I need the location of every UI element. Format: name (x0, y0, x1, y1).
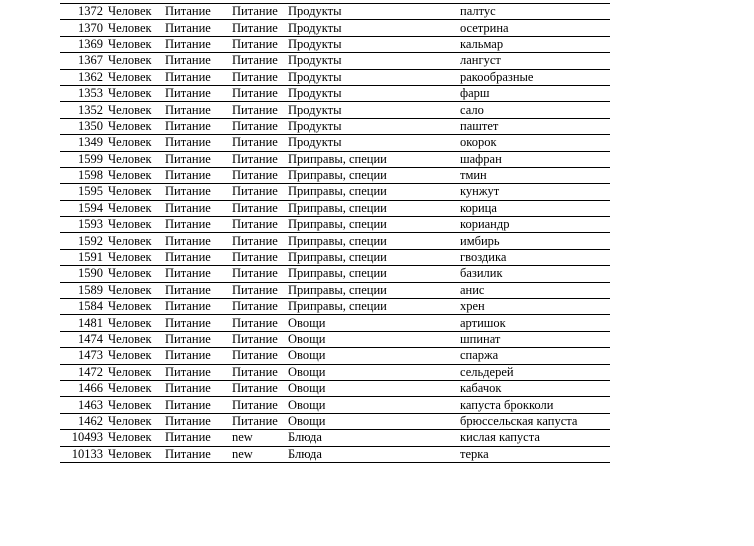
document-table-region (60, 3, 610, 463)
row-unit-label: Человек (108, 184, 152, 199)
cell-count (60, 184, 165, 200)
cell-item: базилик (460, 266, 610, 282)
row-unit-label: Человек (108, 364, 152, 379)
row-count: 1349 (78, 135, 103, 150)
cell-item: гвоздика (460, 249, 610, 265)
row-unit-label: Человек (108, 266, 152, 281)
cell-count (60, 135, 165, 151)
data-table (60, 3, 610, 463)
cell-group: Питание (165, 217, 232, 233)
table-row[interactable] (60, 118, 610, 134)
cell-item: терка (460, 446, 610, 462)
cell-count (60, 413, 165, 429)
table-row[interactable] (60, 233, 610, 249)
cell-group: Питание (165, 430, 232, 446)
cell-group: Питание (165, 102, 232, 118)
cell-group: Питание (165, 135, 232, 151)
cell-item: шафран (460, 151, 610, 167)
cell-subgroup: Питание (232, 299, 288, 315)
table-row[interactable] (60, 413, 610, 429)
cell-group: Питание (165, 118, 232, 134)
table-row[interactable] (60, 135, 610, 151)
cell-category: Приправы, специи (288, 184, 460, 200)
cell-group: Питание (165, 167, 232, 183)
cell-group: Питание (165, 413, 232, 429)
cell-category: Продукты (288, 69, 460, 85)
cell-item: ракообразные (460, 69, 610, 85)
cell-group: Питание (165, 299, 232, 315)
table-row[interactable] (60, 69, 610, 85)
cell-subgroup: new (232, 430, 288, 446)
cell-count (60, 315, 165, 331)
cell-subgroup: Питание (232, 53, 288, 69)
cell-count (60, 53, 165, 69)
row-count: 1372 (78, 4, 103, 19)
row-unit-label: Человек (108, 135, 152, 150)
row-count: 1463 (78, 397, 103, 412)
row-unit-label: Человек (108, 332, 152, 346)
cell-count (60, 446, 165, 462)
cell-subgroup: Питание (232, 4, 288, 20)
table-row[interactable] (60, 446, 610, 462)
row-unit-label: Человек (108, 381, 152, 396)
cell-subgroup: Питание (232, 184, 288, 200)
cell-item: сельдерей (460, 364, 610, 380)
cell-group: Питание (165, 69, 232, 85)
cell-category: Приправы, специи (288, 200, 460, 216)
cell-subgroup: Питание (232, 397, 288, 413)
table-row[interactable] (60, 266, 610, 282)
row-unit-label: Человек (108, 397, 152, 412)
row-unit-label: Человек (108, 36, 152, 51)
row-count: 1598 (78, 168, 103, 183)
row-unit-label: Человек (108, 4, 152, 19)
row-count: 1362 (78, 69, 103, 84)
row-unit-label: Человек (108, 430, 152, 445)
cell-subgroup: Питание (232, 20, 288, 36)
cell-group: Питание (165, 249, 232, 265)
cell-subgroup: Питание (232, 217, 288, 233)
cell-subgroup: Питание (232, 315, 288, 331)
cell-item: кориандр (460, 217, 610, 233)
row-count: 1590 (78, 266, 103, 281)
cell-count (60, 348, 165, 364)
cell-count (60, 217, 165, 233)
cell-group: Питание (165, 200, 232, 216)
cell-subgroup: Питание (232, 200, 288, 216)
cell-category: Продукты (288, 4, 460, 20)
cell-subgroup: Питание (232, 413, 288, 429)
cell-category: Овощи (288, 315, 460, 331)
row-unit-label: Человек (108, 69, 152, 84)
row-count: 1589 (78, 282, 103, 297)
row-count: 1472 (78, 364, 103, 379)
table-row[interactable] (60, 249, 610, 265)
table-row[interactable] (60, 380, 610, 396)
cell-count (60, 266, 165, 282)
table-row[interactable] (60, 167, 610, 183)
cell-subgroup: Питание (232, 102, 288, 118)
cell-category: Овощи (288, 331, 460, 347)
row-count: 1473 (78, 348, 103, 363)
cell-count (60, 4, 165, 20)
cell-subgroup: Питание (232, 331, 288, 347)
cell-category: Продукты (288, 85, 460, 101)
table-row[interactable] (60, 20, 610, 36)
table-row[interactable] (60, 299, 610, 315)
cell-item: капуста брокколи (460, 397, 610, 413)
cell-item: кабачок (460, 380, 610, 396)
cell-category: Овощи (288, 348, 460, 364)
cell-count (60, 200, 165, 216)
cell-count (60, 299, 165, 315)
row-count: 1591 (78, 250, 103, 265)
row-unit-label: Человек (108, 348, 152, 363)
cell-subgroup: Питание (232, 266, 288, 282)
cell-count (60, 233, 165, 249)
cell-group: Питание (165, 184, 232, 200)
cell-count (60, 380, 165, 396)
cell-subgroup: Питание (232, 118, 288, 134)
cell-subgroup: new (232, 446, 288, 462)
cell-count (60, 364, 165, 380)
table-body (60, 4, 610, 463)
table-row[interactable] (60, 102, 610, 118)
table-row[interactable] (60, 430, 610, 446)
cell-subgroup: Питание (232, 167, 288, 183)
cell-category: Продукты (288, 36, 460, 52)
row-unit-label: Человек (108, 53, 152, 68)
cell-count (60, 20, 165, 36)
cell-subgroup: Питание (232, 233, 288, 249)
cell-count (60, 151, 165, 167)
cell-item: тмин (460, 167, 610, 183)
table-row[interactable] (60, 348, 610, 364)
row-count: 1599 (78, 151, 103, 166)
cell-count (60, 167, 165, 183)
cell-item: артишок (460, 315, 610, 331)
cell-subgroup: Питание (232, 282, 288, 298)
table-row[interactable] (60, 364, 610, 380)
cell-subgroup: Питание (232, 151, 288, 167)
row-unit-label: Человек (108, 282, 152, 297)
cell-category: Продукты (288, 20, 460, 36)
cell-category: Блюда (288, 430, 460, 446)
cell-subgroup: Питание (232, 85, 288, 101)
row-count: 1352 (78, 102, 103, 117)
cell-subgroup: Питание (232, 69, 288, 85)
row-unit-label: Человек (108, 102, 152, 117)
cell-count (60, 36, 165, 52)
cell-subgroup: Питание (232, 364, 288, 380)
table-row[interactable] (60, 200, 610, 216)
cell-item: паштет (460, 118, 610, 134)
cell-count (60, 430, 165, 446)
cell-category: Овощи (288, 397, 460, 413)
row-unit-label: Человек (108, 86, 152, 101)
row-count: 10133 (71, 446, 103, 461)
table-row[interactable] (60, 397, 610, 413)
cell-item: палтус (460, 4, 610, 20)
row-count: 1593 (78, 217, 103, 232)
cell-count (60, 397, 165, 413)
row-count: 1584 (78, 299, 103, 314)
row-unit-label: Человек (108, 315, 152, 330)
cell-group: Питание (165, 53, 232, 69)
row-count: 1592 (78, 233, 103, 248)
row-unit-label: Человек (108, 200, 152, 215)
cell-category: Овощи (288, 380, 460, 396)
row-count: 10493 (71, 430, 103, 445)
row-count: 1474 (78, 332, 103, 346)
cell-category: Продукты (288, 135, 460, 151)
cell-category: Приправы, специи (288, 282, 460, 298)
cell-category: Продукты (288, 118, 460, 134)
row-unit-label: Человек (108, 118, 152, 133)
cell-category: Блюда (288, 446, 460, 462)
row-unit-label: Человек (108, 299, 152, 314)
row-count: 1466 (78, 381, 103, 396)
cell-category: Приправы, специи (288, 249, 460, 265)
row-count: 1367 (78, 53, 103, 68)
cell-subgroup: Питание (232, 348, 288, 364)
cell-item: анис (460, 282, 610, 298)
cell-item: кислая капуста (460, 430, 610, 446)
table-row[interactable] (60, 331, 610, 347)
cell-count (60, 282, 165, 298)
cell-item: брюссельская капуста (460, 413, 610, 429)
row-unit-label: Человек (108, 233, 152, 248)
row-unit-label: Человек (108, 250, 152, 265)
cell-item: хрен (460, 299, 610, 315)
row-unit-label: Человек (108, 151, 152, 166)
cell-category: Приправы, специи (288, 151, 460, 167)
cell-item: спаржа (460, 348, 610, 364)
cell-group: Питание (165, 85, 232, 101)
cell-group: Питание (165, 266, 232, 282)
cell-group: Питание (165, 151, 232, 167)
table-row[interactable] (60, 53, 610, 69)
cell-group: Питание (165, 364, 232, 380)
cell-item: шпинат (460, 331, 610, 347)
row-unit-label: Человек (108, 217, 152, 232)
table-row[interactable] (60, 36, 610, 52)
cell-count (60, 102, 165, 118)
cell-group: Питание (165, 282, 232, 298)
cell-count (60, 249, 165, 265)
table-row[interactable] (60, 184, 610, 200)
cell-count (60, 118, 165, 134)
cell-count (60, 331, 165, 347)
row-count: 1481 (78, 315, 103, 330)
cell-item: кальмар (460, 36, 610, 52)
cell-group: Питание (165, 4, 232, 20)
cell-category: Приправы, специи (288, 299, 460, 315)
cell-item: окорок (460, 135, 610, 151)
row-count: 1353 (78, 86, 103, 101)
cell-item: фарш (460, 85, 610, 101)
table-row[interactable] (60, 85, 610, 101)
cell-item: лангуст (460, 53, 610, 69)
cell-item: имбирь (460, 233, 610, 249)
cell-group: Питание (165, 446, 232, 462)
cell-category: Овощи (288, 413, 460, 429)
row-count: 1594 (78, 200, 103, 215)
cell-subgroup: Питание (232, 135, 288, 151)
cell-group: Питание (165, 380, 232, 396)
cell-item: осетрина (460, 20, 610, 36)
cell-item: кунжут (460, 184, 610, 200)
cell-group: Питание (165, 20, 232, 36)
cell-count (60, 85, 165, 101)
row-unit-label: Человек (108, 20, 152, 35)
row-count: 1350 (78, 118, 103, 133)
row-count: 1370 (78, 20, 103, 35)
row-count: 1595 (78, 184, 103, 199)
cell-group: Питание (165, 315, 232, 331)
cell-item: сало (460, 102, 610, 118)
cell-subgroup: Питание (232, 249, 288, 265)
cell-subgroup: Питание (232, 380, 288, 396)
table-row[interactable] (60, 315, 610, 331)
cell-category: Приправы, специи (288, 167, 460, 183)
cell-group: Питание (165, 331, 232, 347)
cell-group: Питание (165, 233, 232, 249)
cell-group: Питание (165, 348, 232, 364)
table-row[interactable] (60, 4, 610, 20)
row-unit-label: Человек (108, 168, 152, 183)
row-count: 1462 (78, 413, 103, 428)
table-row[interactable] (60, 151, 610, 167)
cell-count (60, 69, 165, 85)
cell-item: корица (460, 200, 610, 216)
cell-group: Питание (165, 36, 232, 52)
cell-category: Приправы, специи (288, 217, 460, 233)
cell-group: Питание (165, 397, 232, 413)
cell-subgroup: Питание (232, 36, 288, 52)
table-row[interactable] (60, 282, 610, 298)
cell-category: Приправы, специи (288, 233, 460, 249)
row-count: 1369 (78, 36, 103, 51)
cell-category: Продукты (288, 53, 460, 69)
row-unit-label: Человек (108, 413, 152, 428)
row-unit-label: Человек (108, 446, 152, 461)
table-row[interactable] (60, 217, 610, 233)
cell-category: Овощи (288, 364, 460, 380)
cell-category: Продукты (288, 102, 460, 118)
cell-category: Приправы, специи (288, 266, 460, 282)
